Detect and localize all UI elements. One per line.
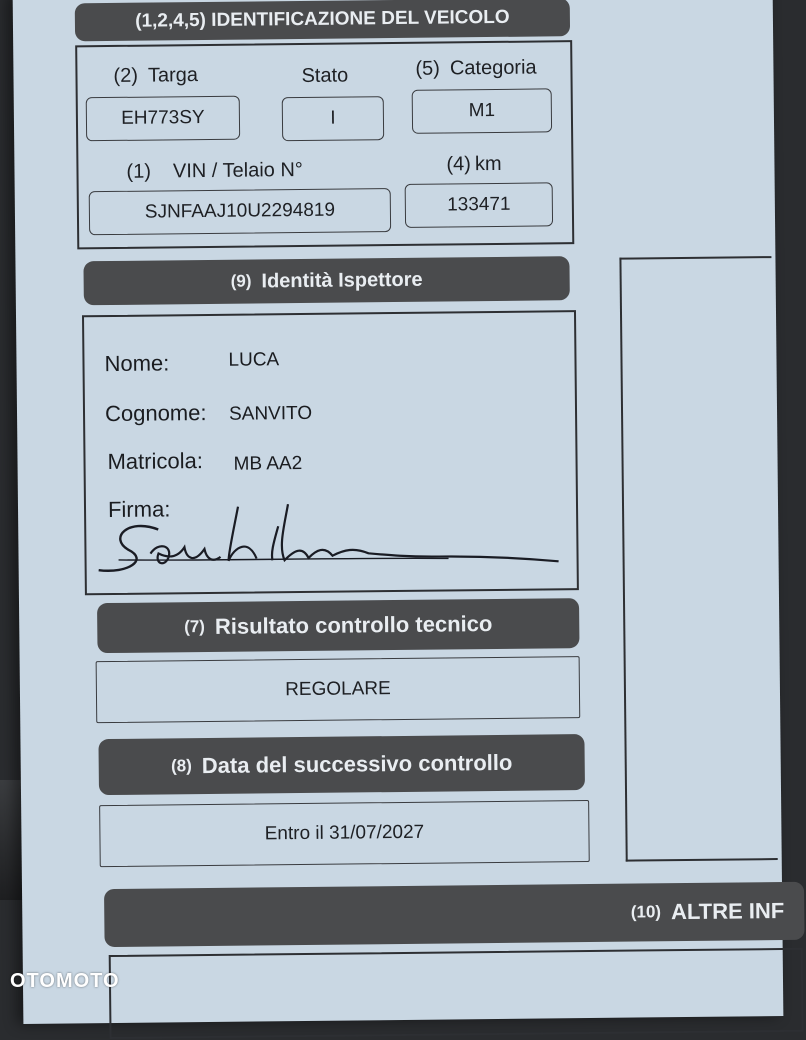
matricola-label: Matricola:	[107, 448, 204, 475]
matricola-value: MB AA2	[233, 453, 303, 475]
inspection-document	[13, 0, 784, 1024]
stato-label: Stato	[301, 64, 349, 87]
targa-label: (2) Targa	[113, 64, 199, 87]
categoria-label: (5) Categoria	[415, 56, 537, 80]
cognome-value: SANVITO	[228, 402, 313, 425]
km-box: 133471	[405, 182, 553, 228]
firma-label: Firma:	[107, 496, 171, 523]
vin-label: (1) VIN / Telaio N°	[126, 158, 303, 183]
vin-box: SJNFAAJ10U2294819	[89, 188, 391, 235]
km-label: (4) km	[446, 152, 502, 176]
nome-label: Nome:	[104, 350, 170, 377]
next-check-section-header: (8) Data del successivo controllo	[98, 734, 585, 795]
vehicle-section-header	[75, 0, 570, 41]
next-check-value-box: Entro il 31/07/2027	[99, 800, 590, 867]
targa-box: EH773SY	[86, 96, 240, 142]
stato-box: I	[282, 96, 384, 141]
signature-graphic	[88, 493, 569, 588]
result-value-box: REGOLARE	[96, 656, 581, 723]
otomoto-watermark: OTOMOTO	[10, 970, 120, 992]
other-info-section-header: (10) ALTRE INF	[104, 882, 805, 947]
categoria-box: M1	[412, 88, 552, 133]
other-info-frame	[109, 948, 804, 1039]
result-section-header: (7) Risultato controllo tecnico	[97, 598, 579, 653]
inspector-section-header: (9) Identità Ispettore	[83, 256, 569, 305]
vehicle-section-title: (1,2,4,5) IDENTIFICAZIONE DEL VEICOLO	[135, 6, 510, 32]
right-side-panel	[619, 256, 777, 862]
nome-value: LUCA	[228, 349, 280, 371]
cognome-label: Cognome:	[104, 400, 207, 427]
